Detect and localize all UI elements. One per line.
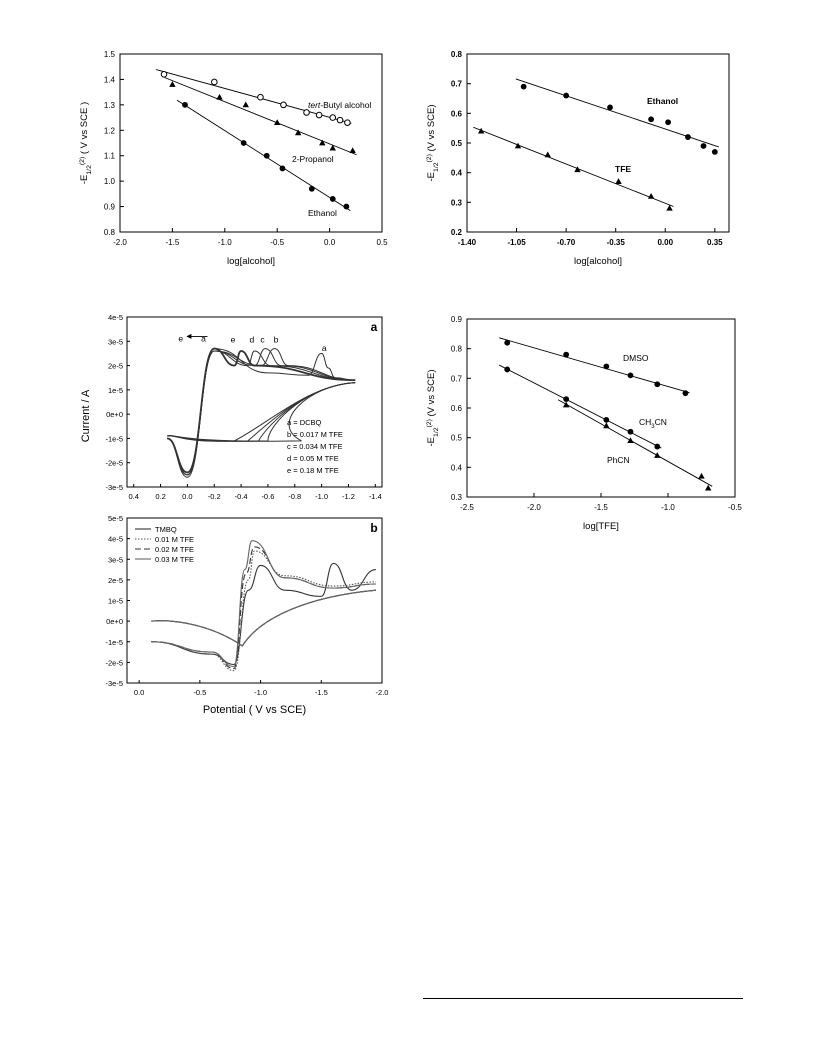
data-point-filled-circle [685, 134, 691, 140]
data-point-open-circle [330, 115, 336, 121]
x-tick-label: -0.6 [261, 492, 275, 501]
y-tick-label: 0.8 [450, 344, 462, 354]
cv-curve-2 [151, 547, 376, 669]
legend-entry: c = 0.034 M TFE [287, 442, 343, 451]
x-tick-label: 0.0 [133, 688, 145, 697]
legend-entry: TMBQ [155, 525, 177, 534]
y-axis-label: Current / A [80, 389, 92, 443]
legend-entry: 0.01 M TFE [155, 535, 195, 544]
legend-entry: a = DCBQ [287, 418, 322, 427]
chart-tfe [425, 305, 755, 545]
x-tick-label: -1.2 [341, 492, 355, 501]
data-point-filled-circle [712, 149, 718, 155]
series-annotation: 2-Propanol [292, 154, 334, 164]
x-tick-label: -1.5 [594, 503, 608, 512]
data-point-filled-triangle [698, 473, 704, 479]
x-tick-label: -1.05 [507, 238, 526, 247]
x-tick-label: -1.5 [165, 238, 180, 247]
data-point-filled-circle [504, 340, 510, 346]
data-point-filled-circle [309, 186, 315, 192]
x-tick-label: -2.0 [375, 688, 389, 697]
data-point-filled-triangle [627, 437, 633, 443]
y-tick-label: 0.4 [450, 463, 462, 473]
legend-entry: 0.02 M TFE [155, 545, 195, 554]
x-tick-label: 0.4 [128, 492, 139, 501]
y-tick-label: 2e-5 [107, 361, 123, 371]
data-point-filled-circle [654, 444, 660, 450]
data-point-filled-circle [701, 143, 707, 149]
y-tick-label: 0.6 [450, 109, 462, 119]
peak-label: a [201, 333, 206, 344]
fit-line-1 [473, 127, 673, 206]
y-tick-label: 1e-5 [107, 385, 123, 395]
x-tick-label: -0.70 [557, 238, 576, 247]
y-tick-label: 0.9 [103, 202, 115, 212]
y-tick-label: 0.3 [450, 198, 462, 208]
data-point-filled-circle [264, 153, 270, 159]
x-tick-label: 0.35 [707, 238, 723, 247]
cv-return-0 [151, 590, 376, 646]
x-axis-label: log[alcohol] [226, 256, 276, 267]
fit-line-0 [499, 338, 689, 393]
x-tick-label: -0.35 [606, 238, 625, 247]
y-tick-label: -2e-5 [105, 458, 123, 468]
y-axis-label: $-E_{1/2}^{(2)}$ (V vs SCE) [425, 104, 440, 182]
data-point-filled-circle [521, 84, 527, 90]
y-tick-label: 0.6 [450, 404, 462, 413]
data-point-open-circle [281, 102, 287, 108]
x-axis-label: Potential ( V vs SCE) [202, 704, 307, 716]
data-point-filled-triangle [243, 101, 249, 107]
chart-cv-panel-a [75, 305, 395, 515]
series-annotation: DMSO [623, 353, 649, 363]
cv-return-2 [151, 590, 376, 646]
arrow-head [186, 334, 191, 339]
y-tick-label: 1e-5 [107, 596, 123, 606]
x-tick-label: 0.0 [182, 492, 193, 501]
footnote-rule [423, 998, 743, 999]
data-point-open-circle [316, 112, 322, 118]
series-annotation: tert-Butyl alcohol [308, 100, 372, 110]
y-tick-label: 0.8 [450, 50, 462, 59]
series-annotation: Ethanol [647, 96, 679, 106]
y-tick-label: -1e-5 [105, 434, 123, 444]
x-tick-label: -0.5 [193, 688, 207, 697]
y-tick-label: 0.8 [103, 228, 115, 237]
data-point-filled-circle [563, 396, 569, 402]
data-point-filled-triangle [349, 147, 355, 153]
y-tick-label: -1e-5 [105, 637, 123, 647]
data-point-open-circle [212, 79, 218, 85]
y-tick-label: 1.5 [103, 50, 115, 59]
x-tick-label: -2.0 [527, 503, 541, 512]
chart-alcohols-right [425, 40, 755, 280]
data-point-filled-circle [654, 381, 660, 387]
x-axis-label: log[alcohol] [573, 256, 623, 267]
x-axis-label: log[TFE] [583, 521, 619, 532]
legend-entry: b = 0.017 M TFE [287, 430, 343, 439]
y-tick-label: 0e+0 [106, 410, 123, 420]
x-tick-label: -0.8 [288, 492, 302, 501]
y-tick-label: -3e-5 [105, 679, 123, 688]
data-point-open-circle [161, 72, 167, 78]
y-tick-label: 0.5 [450, 139, 462, 148]
data-point-filled-circle [665, 119, 671, 125]
data-point-filled-circle [628, 372, 634, 378]
x-tick-label: -2.5 [460, 503, 474, 512]
plot-frame [467, 54, 729, 232]
plot-frame [467, 319, 735, 497]
y-tick-label: 4e-5 [107, 534, 123, 544]
x-tick-label: -1.40 [457, 238, 477, 247]
x-tick-label: 0.2 [155, 492, 166, 501]
data-point-filled-circle [330, 196, 336, 202]
y-tick-label: 1.1 [103, 151, 115, 161]
plot-frame [127, 317, 382, 487]
legend-entry: e = 0.18 M TFE [287, 466, 339, 475]
data-point-open-circle [345, 120, 351, 126]
data-point-filled-circle [603, 364, 609, 370]
y-tick-label: 0.4 [450, 168, 462, 178]
peak-label: d [249, 334, 255, 345]
data-point-filled-circle [241, 140, 247, 146]
data-point-open-circle [337, 117, 343, 123]
y-tick-label: 0.5 [450, 433, 462, 443]
series-annotation: $CH_3CN$ [639, 417, 667, 430]
y-tick-label: 0.9 [450, 315, 462, 324]
data-point-filled-triangle [615, 178, 621, 184]
data-point-filled-triangle [216, 94, 222, 100]
data-point-filled-triangle [478, 128, 484, 134]
data-point-open-circle [258, 94, 264, 100]
y-tick-label: 1.0 [103, 177, 115, 187]
data-point-filled-circle [280, 166, 286, 172]
data-point-filled-triangle [545, 151, 551, 157]
x-tick-label: -1.0 [315, 492, 329, 501]
data-point-filled-circle [563, 352, 569, 358]
data-point-filled-circle [683, 390, 689, 396]
panel-label: b [370, 521, 378, 535]
fit-line-2 [558, 400, 712, 487]
data-point-filled-circle [628, 429, 634, 435]
y-tick-label: 0.3 [450, 493, 462, 502]
data-point-filled-circle [603, 417, 609, 423]
chart-alcohols-left [78, 40, 400, 280]
x-tick-label: -0.4 [234, 492, 248, 501]
peak-label: b [273, 334, 279, 345]
series-annotation: TFE [615, 164, 632, 174]
y-tick-label: 3e-5 [107, 337, 123, 347]
y-axis-label: $-E_{1/2}^{(2)}$ ( V vs SCE ) [78, 101, 93, 185]
peak-label: e [230, 334, 236, 345]
peak-label: a [321, 343, 327, 353]
x-tick-label: -1.0 [254, 688, 268, 697]
peak-label: c [260, 334, 265, 345]
y-tick-label: -3e-5 [105, 483, 123, 492]
y-tick-label: 0.7 [450, 79, 462, 89]
legend-entry: 0.03 M TFE [155, 555, 195, 564]
series-annotation: PhCN [607, 455, 630, 465]
x-tick-label: -0.2 [207, 492, 221, 501]
data-point-filled-triangle [654, 452, 660, 458]
x-tick-label: 0.0 [324, 238, 336, 247]
fit-line-1 [165, 78, 357, 155]
data-point-filled-circle [563, 93, 569, 99]
y-tick-label: 0.2 [450, 228, 462, 237]
x-tick-label: -1.4 [368, 492, 382, 501]
panel-label: a [370, 320, 378, 334]
y-tick-label: 3e-5 [107, 555, 123, 565]
data-point-filled-triangle [648, 193, 654, 199]
x-tick-label: 0.00 [657, 238, 674, 247]
data-point-filled-circle [607, 105, 613, 111]
cv-return-3 [151, 590, 376, 646]
cv-return-1 [151, 590, 376, 646]
data-point-filled-circle [343, 204, 349, 210]
peak-label: e [178, 333, 184, 344]
cv-curve-1 [151, 551, 376, 671]
x-tick-label: -1.0 [661, 503, 675, 512]
data-point-filled-circle [504, 367, 510, 373]
y-tick-label: -2e-5 [105, 658, 123, 668]
y-tick-label: 4e-5 [107, 313, 123, 322]
cv-curve-0 [151, 563, 376, 664]
y-tick-label: 0.7 [450, 374, 462, 384]
series-annotation: Ethanol [308, 208, 337, 218]
y-tick-label: 0e+0 [106, 617, 123, 627]
x-tick-label: -2.0 [113, 238, 127, 247]
data-point-filled-circle [648, 116, 654, 122]
data-point-filled-circle [182, 102, 188, 108]
y-tick-label: 1.3 [103, 100, 115, 110]
x-tick-label: 0.5 [376, 238, 388, 247]
data-point-filled-triangle [330, 145, 336, 151]
x-tick-label: -0.5 [728, 503, 742, 512]
legend-entry: d = 0.05 M TFE [287, 454, 339, 463]
y-tick-label: 5e-5 [107, 514, 123, 523]
x-tick-label: -1.5 [314, 688, 328, 697]
x-tick-label: -1.0 [217, 238, 232, 247]
y-tick-label: 1.2 [103, 126, 115, 136]
x-tick-label: -0.5 [270, 238, 285, 247]
data-point-open-circle [304, 110, 310, 116]
y-tick-label: 1.4 [103, 75, 115, 85]
y-tick-label: 2e-5 [107, 575, 123, 585]
y-axis-label: $-E_{1/2}^{(2)}$ (V vs SCE) [425, 369, 440, 447]
